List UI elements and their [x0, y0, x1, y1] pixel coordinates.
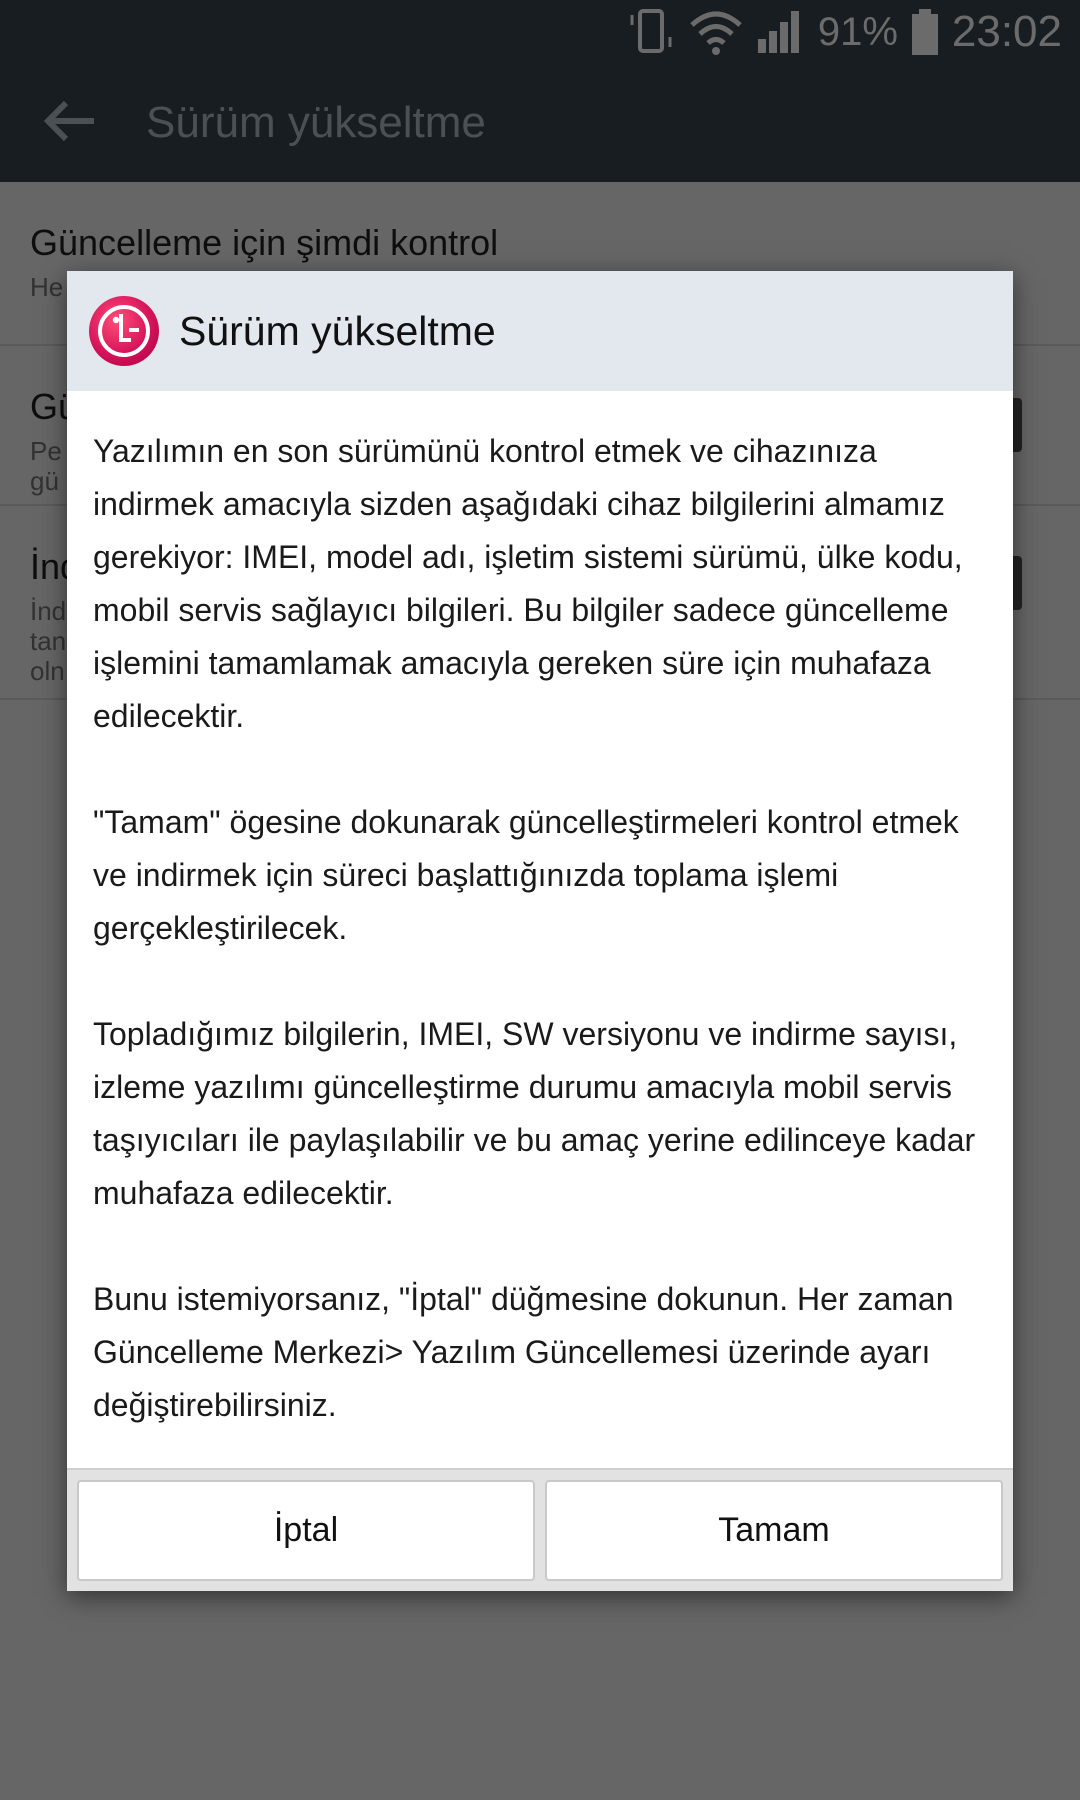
dialog-actions [67, 1468, 1013, 1591]
consent-dialog [67, 271, 1013, 1591]
ok-button[interactable]: Tamam [545, 1480, 1003, 1581]
dialog-paragraph: "Tamam" ögesine dokunarak güncelleştirmeleri kontrol etmek ve indirmek için süreci başlattığınızda toplama işlemi gerçekleştirilecek. [93, 804, 959, 946]
cancel-button[interactable]: İptal [77, 1480, 535, 1581]
dialog-paragraph: Yazılımın en son sürümünü kontrol etmek ve cihazınıza indirmek amacıyla sizden aşağıdaki cihaz bilgilerini almamız gerekiyor: IMEI, model adı, işletim sistemi sürümü, ülke kodu, mobil servis sağlayıcı bilgileri. Bu bilgiler sadece güncelleme işlemini tamamlamak amacıyla gereken süre için muhafaza edilecektir. [93, 433, 963, 734]
dialog-paragraph: Bunu istemiyorsanız, "İptal" düğmesine dokunun. Her zaman Güncelleme Merkezi> Yazılım Güncellemesi üzerinde ayarı değiştirebilirsiniz. [93, 1281, 954, 1423]
lg-logo-icon [89, 296, 159, 366]
dialog-title: Sürüm yükseltme [179, 307, 496, 354]
dialog-paragraph: Topladığımız bilgilerin, IMEI, SW versiyonu ve indirme sayısı, izleme yazılımı güncelleştirme durumu amacıyla mobil servis taşıyıcıları ile paylaşılabilir ve bu amaç yerine edilinceye kadar muhafaza edilecektir. [93, 1016, 976, 1211]
dialog-body [67, 391, 1013, 1423]
dialog-header [67, 271, 1013, 391]
